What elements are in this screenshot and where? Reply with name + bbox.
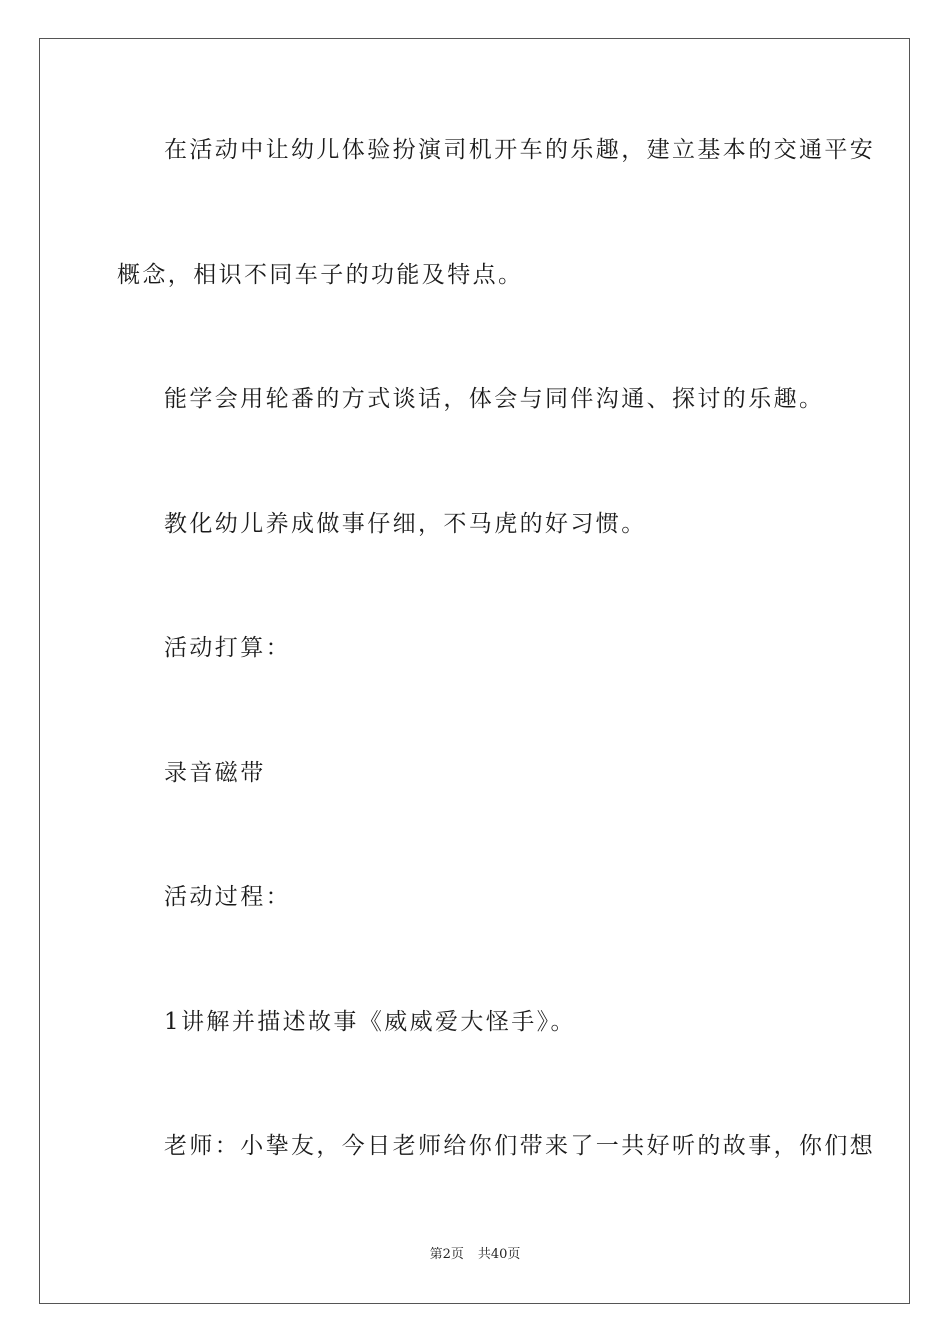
page-total: 共40页 (477, 1247, 521, 1262)
body-paragraph-line: 录音磁带 (164, 760, 266, 786)
body-paragraph-line: 1讲解并描述故事《威威爱大怪手》。 (164, 1009, 576, 1035)
body-paragraph-line: 能学会用轮番的方式谈话，体会与同伴沟通、探讨的乐趣。 (164, 386, 825, 412)
body-paragraph-line: 概念，相识不同车子的功能及特点。 (117, 262, 524, 288)
section-heading: 活动过程： (164, 884, 291, 910)
body-paragraph-line: 在活动中让幼儿体验扮演司机开车的乐趣，建立基本的交通平安 (164, 137, 876, 163)
section-heading: 活动打算： (164, 635, 291, 661)
page-border (39, 38, 910, 1304)
page-number: 第2页 (429, 1247, 464, 1262)
body-paragraph-line: 教化幼儿养成做事仔细，不马虎的好习惯。 (164, 511, 647, 537)
page-footer (0, 1246, 950, 1264)
body-paragraph-line: 老师：小挚友，今日老师给你们带来了一共好听的故事，你们想 (164, 1133, 876, 1159)
